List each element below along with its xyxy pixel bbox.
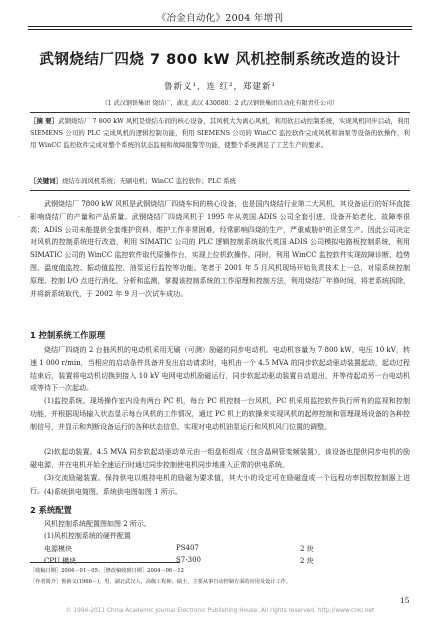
footnote-received: ［收稿日期］2004－01－05；［修改稿收到日期］2004－06－12 bbox=[30, 568, 184, 574]
author-affiliation: （1 武汉钢铁集团 烧结厂，湖北 武汉 430080；2 武汉钢铁集团自动化有限责任公司） bbox=[101, 100, 339, 107]
abstract-bottom-rule bbox=[30, 190, 410, 191]
section-heading-1: 1 控制系统工作原理 bbox=[30, 330, 106, 340]
config-row-model: S7-300 bbox=[176, 556, 201, 564]
section-heading-2: 2 系统配置 bbox=[30, 505, 72, 515]
config-row-name: 电源模块 bbox=[44, 545, 72, 553]
section2-intro: 风机控制系统配置图如图 2 所示。 bbox=[44, 520, 151, 528]
section1-paragraph-5: (4)系统供电简图。系统供电图如图 1 所示。 bbox=[44, 488, 182, 496]
footnote-rule bbox=[30, 562, 180, 563]
intro-paragraph: 武钢烧结厂 7800 kW 风机是武钢烧结厂四烧车间的核心设备，也是国内烧结行业第二大风机，其设备运行的好坏直接影响烧结厂的产量和产品质量。武钢烧结厂四烧风机于 1995 年从英国 ADIS 公司全套引进，设备开始老化，故障率很高；ADIS 公司未能提供全套维护资料，维护工作非常困难，经常影响四烧的生产，严重威胁炉的正常生产。因此公司决定对风机的控制系统进行改造，利用 SIMATIC 公司的 PLC 逻辑控制系统取代英国 ADIS 公司模拟电路板控制系统，利用 SIMATIC 公司的 WinCC 监控软件取代原操作台，实现上位机软操作。同时，利用 WinCC 监控软件实现故障诊断、趋势图、温度值监控、振动值监控、油泵运行监控等功能。笔者于 2001 年 5 月风机现场开始负责技术上一总，对原系统控制原理、控制 I/O 点进行消化、分析和监测，掌握该控制系统的工作原理和控制方法，利用烧结厂年修时间，将老系统拆除，并将新系统取代，于 2002 年 9 月一次试车成功。 bbox=[30, 200, 410, 298]
section2-subheading: (1)风机控制系统的硬件配置 bbox=[44, 532, 131, 540]
abstract-text: 武钢烧结厂 7 800 kW 风机是烧结车间的核心设备，其风机大为离心风机，利用软启动控制系统，实现风机同步启动，利用 SIEMENS 公司的 PLC 完成风机的逻辑控制功能，利用 SIEMENS 公司的 WinCC 监控软件完成风机和油泵等设备的软操作，利用 WinCC 监控软件完成对整个系统的状态监视和故障报警等功能，使整个系统满足了工艺生产的要求。 bbox=[30, 117, 410, 149]
footnote-author-bio: ［作者简介］鲁新义(1966－)，男，湖北武汉人，高级工程师，硕士，主要从事自动控制方面的应用及设计工作。 bbox=[30, 579, 292, 585]
running-head: 《冶金自动化》2004 年增刊 bbox=[156, 13, 284, 24]
config-row-name: CPU 模块 bbox=[44, 557, 77, 565]
header-rule-thick bbox=[28, 26, 412, 27]
abstract-label: ［摘 要］ bbox=[30, 117, 59, 125]
keywords-text: 烧结车间风机系统；无刷电机；WinCC 监控软件；PLC 系统 bbox=[61, 177, 237, 185]
header-rule-thin bbox=[28, 29, 412, 30]
section1-paragraph-2: (1)监控系统。现场操作室内设有两台 PC 机，每台 PC 机控制一台风机，PC 机采用监控软件执行所有的监视和控制功能，并根据现场输入状态显示每台风机的工作情况，通过 PC 机上的软操来实现风机的起停控制和管理现场设备的各种控制信号，并显示和判断设备运行的各种状态信息，实现对电动机油泵运行和风机风门位置的调整。 bbox=[30, 397, 410, 431]
page-number: 15 bbox=[400, 596, 410, 605]
section1-paragraph-1: 烧结厂四烧的 2 台抽风机的电动机采用无刷（可测）励磁的同步电动机。电动机容量为 7 800 kW，电压 10 kV，转速 1 000 r/min，当相应的启动条件具备并发出启动请求时，电机由一个 4.5 MVA 的同步软起动驱动装置起动，起动过程结束后，装置将电动机切换到接入 10 kV 电网电动机励磁运行，同步软起动驱动装置自动退出，并等待起动另一台电动机或等待下一次起动。 bbox=[30, 346, 410, 393]
keywords-label: ［关键词］ bbox=[30, 177, 62, 185]
section1-paragraph-4: (3)交流励磁装置。保持供电以维持电机的励磁为要求值，其大小的设定可在励磁盘或一个远程功率因数控制器上进行。 bbox=[30, 474, 410, 495]
copyright-notice: © 1994-2011 China Academic Journal Electronic Publishing House. All rights reserved. http://www.cnki.net bbox=[65, 608, 375, 614]
paper-title: 武钢烧结厂四烧 7 800 kW 风机控制系统改造的设计 bbox=[39, 52, 401, 68]
abstract bbox=[30, 116, 410, 151]
config-row-model: PS407 bbox=[176, 544, 199, 552]
abstract-top-rule bbox=[30, 112, 410, 113]
keywords bbox=[30, 176, 410, 187]
section1-paragraph-3: (2)软起动装置。4.5 MVA 同步软起动驱动单元由一组盘柜组成（包含晶闸管变频装置），该设备也提供同步电机的励磁电源，并在电机开始全速运行时通过同步控制使电机同步地准入正常的供电系统。 bbox=[30, 448, 410, 469]
margin-mark: · bbox=[18, 213, 21, 221]
config-row-qty: 2 块 bbox=[300, 557, 314, 565]
author-list: 鲁新义¹，连 红²，郑建新¹ bbox=[164, 82, 276, 92]
config-row-qty: 2 块 bbox=[300, 545, 314, 553]
